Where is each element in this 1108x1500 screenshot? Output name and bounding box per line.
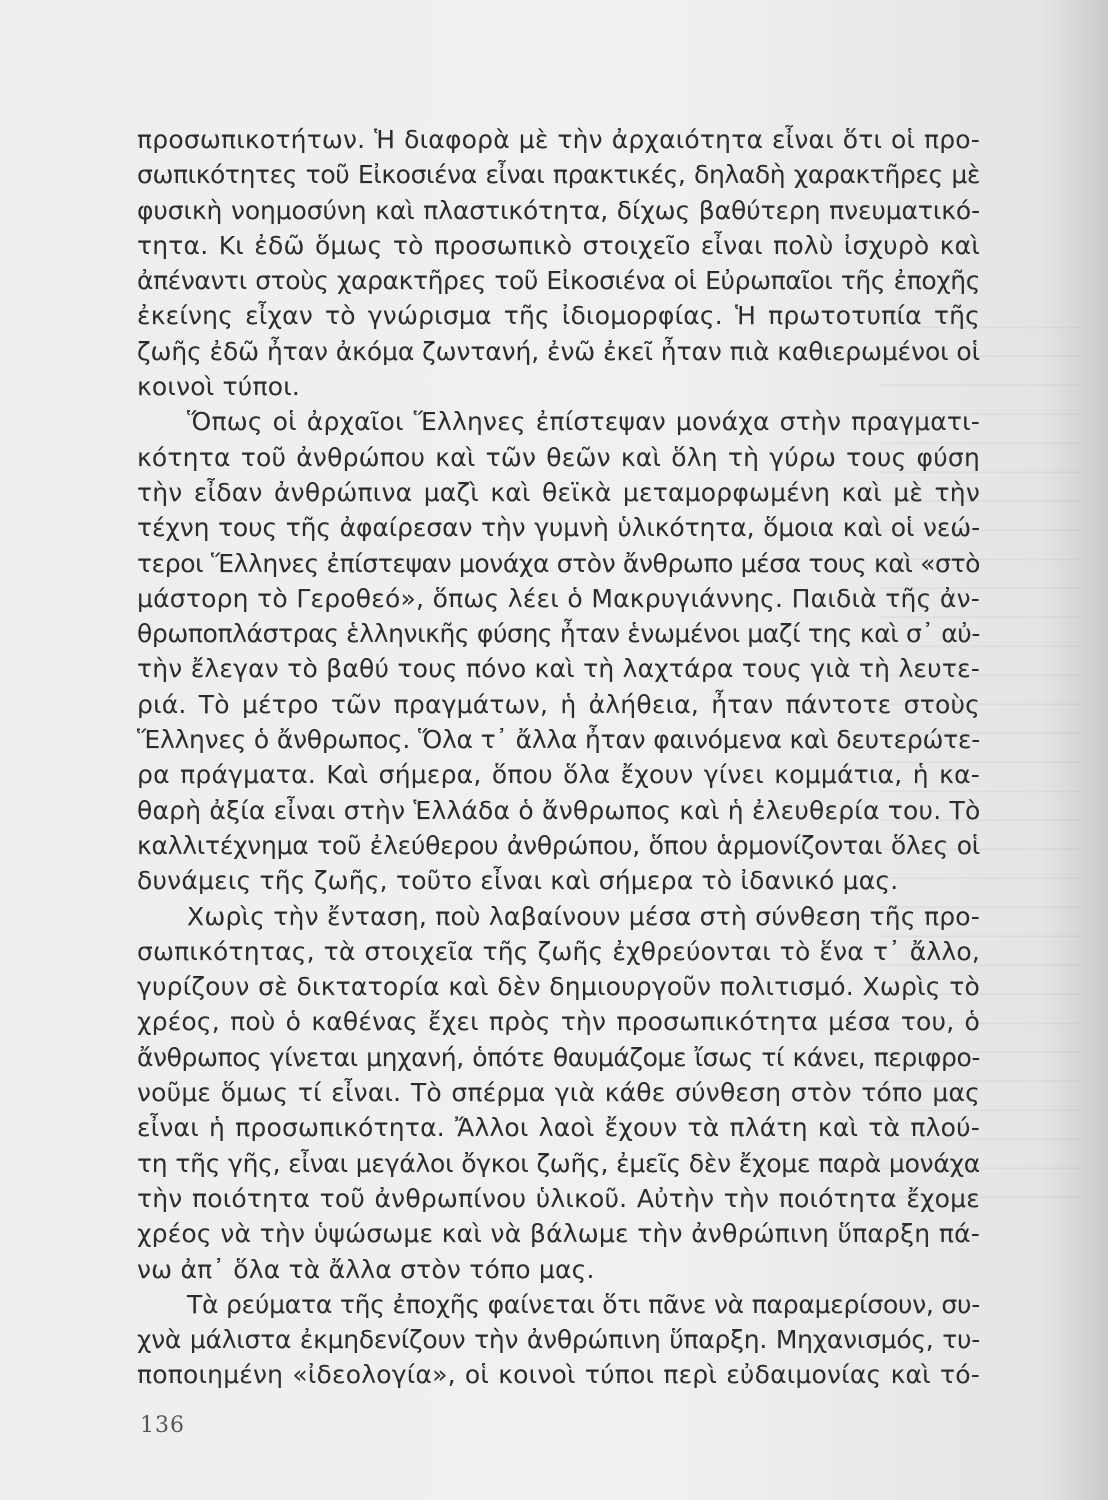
- text-line: θαρὴ ἀξία εἶναι στὴν Ἑλλάδα ὁ ἄνθρωπος καὶ ἡ ἐλευθερία του. Τὸ: [137, 795, 980, 825]
- text-line: δυνάμεις τῆς ζωῆς, τοῦτο εἶναι καὶ σήμερα τὸ ἰδανικό μας.: [137, 866, 899, 896]
- text-line: τὴν ποιότητα τοῦ ἀνθρωπίνου ὑλικοῦ. Αὐτὴν τὴν ποιότητα ἔχομε: [137, 1183, 980, 1213]
- text-line: εἶναι ἡ προσωπικότητα. Ἄλλοι λαοὶ ἔχουν τὰ πλάτη καὶ τὰ πλού-: [137, 1113, 980, 1143]
- text-line: ποποιημένη «ἰδεολογία», οἱ κοινοὶ τύποι περὶ εὐδαιμονίας καὶ τό-: [137, 1360, 980, 1390]
- page-number: 136: [140, 1413, 185, 1438]
- text-line: Ἕλληνες ὁ ἄνθρωπος. Ὅλα τ᾽ ἄλλα ἦταν φαινόμενα καὶ δευτερώτε-: [137, 725, 980, 755]
- text-line: χρέος νὰ τὴν ὑψώσωμε καὶ νὰ βάλωμε τὴν ἀνθρώπινη ὕπαρξη πά-: [137, 1219, 980, 1249]
- text-line: χρέος, ποὺ ὁ καθένας ἔχει πρὸς τὴν προσωπικότητα μέσα του, ὁ: [137, 1007, 980, 1037]
- text-line: ζωῆς ἐδῶ ἦταν ἀκόμα ζωντανή, ἐνῶ ἐκεῖ ἦταν πιὰ καθιερωμένοι οἱ: [137, 336, 980, 366]
- text-line: ριά. Τὸ μέτρο τῶν πραγμάτων, ἡ ἀλήθεια, ἦταν πάντοτε στοὺς: [137, 689, 980, 719]
- text-line: μάστορη τὸ Γεροθεό», ὅπως λέει ὁ Μακρυγιάννης. Παιδιὰ τῆς ἀν-: [137, 583, 980, 613]
- text-line: τὴν ἔλεγαν τὸ βαθύ τους πόνο καὶ τὴ λαχτάρα τους γιὰ τὴ λευτε-: [137, 654, 980, 684]
- text-line: θρωποπλάστρας ἑλληνικῆς φύσης ἦταν ἑνωμένοι μαζί της καὶ σ᾽ αὐ-: [137, 619, 980, 649]
- text-line: τητα. Κι ἐδῶ ὅμως τὸ προσωπικὸ στοιχεῖο εἶναι πολὺ ἰσχυρὸ καὶ: [137, 230, 980, 260]
- text-line: γυρίζουν σὲ δικτατορία καὶ δὲν δημιουργοῦν πολιτισμό. Χωρὶς τὸ: [137, 972, 980, 1002]
- body-text: [137, 122, 980, 1393]
- text-line: τὴν εἶδαν ἀνθρώπινα μαζὶ καὶ θεϊκὰ μεταμορφωμένη καὶ μὲ τὴν: [137, 477, 980, 507]
- text-line: σωπικότητες τοῦ Εἰκοσιένα εἶναι πρακτικές, δηλαδὴ χαρακτῆρες μὲ: [137, 160, 980, 190]
- text-line: κότητα τοῦ ἀνθρώπου καὶ τῶν θεῶν καὶ ὅλη τὴ γύρω τους φύση: [137, 442, 980, 472]
- text-line: φυσικὴ νοημοσύνη καὶ πλαστικότητα, δίχως βαθύτερη πνευματικό-: [137, 195, 980, 225]
- text-line: ἐκείνης εἶχαν τὸ γνώρισμα τῆς ἰδιομορφίας. Ἡ πρωτοτυπία τῆς: [137, 301, 980, 331]
- text-line: προσωπικοτήτων. Ἡ διαφορὰ μὲ τὴν ἀρχαιότητα εἶναι ὅτι οἱ προ-: [137, 125, 980, 154]
- text-line: τέχνη τους τῆς ἀφαίρεσαν τὴν γυμνὴ ὑλικότητα, ὅμοια καὶ οἱ νεώ-: [137, 513, 980, 543]
- text-line: Τὰ ρεύματα τῆς ἐποχῆς φαίνεται ὅτι πᾶνε νὰ παραμερίσουν, συ-: [187, 1289, 980, 1319]
- text-line: νοῦμε ὅμως τί εἶναι. Τὸ σπέρμα γιὰ κάθε σύνθεση στὸν τόπο μας: [137, 1078, 980, 1108]
- text-line: καλλιτέχνημα τοῦ ἐλεύθερου ἀνθρώπου, ὅπου ἁρμονίζονται ὅλες οἱ: [137, 830, 980, 860]
- text-line: ἀπέναντι στοὺς χαρακτῆρες τοῦ Εἰκοσιένα οἱ Εὐρωπαῖοι τῆς ἐποχῆς: [137, 266, 980, 296]
- text-line: τεροι Ἕλληνες ἐπίστεψαν μονάχα στὸν ἄνθρωπο μέσα τους καὶ «στὸ: [137, 548, 980, 578]
- text-line: σωπικότητας, τὰ στοιχεῖα τῆς ζωῆς ἐχθρεύονται τὸ ἕνα τ᾽ ἄλλο,: [137, 936, 980, 966]
- text-line: Ὅπως οἱ ἀρχαῖοι Ἕλληνες ἐπίστεψαν μονάχα στὴν πραγματι-: [187, 407, 980, 437]
- text-line: νω ἀπ᾽ ὅλα τὰ ἄλλα στὸν τόπο μας.: [137, 1254, 595, 1284]
- text-line: κοινοὶ τύποι.: [137, 372, 301, 402]
- text-line: Χωρὶς τὴν ἔνταση, ποὺ λαβαίνουν μέσα στὴ σύνθεση τῆς προ-: [187, 901, 980, 931]
- text-line: τη τῆς γῆς, εἶναι μεγάλοι ὄγκοι ζωῆς, ἐμεῖς δὲν ἔχομε παρὰ μονάχα: [137, 1148, 980, 1178]
- text-line: ρα πράγματα. Καὶ σήμερα, ὅπου ὅλα ἔχουν γίνει κομμάτια, ἡ κα-: [137, 760, 980, 790]
- text-line: ἄνθρωπος γίνεται μηχανή, ὁπότε θαυμάζομε ἴσως τί κάνει, περιφρο-: [137, 1042, 980, 1072]
- text-line: χνὰ μάλιστα ἐκμηδενίζουν τὴν ἀνθρώπινη ὕπαρξη. Μηχανισμός, τυ-: [137, 1325, 980, 1355]
